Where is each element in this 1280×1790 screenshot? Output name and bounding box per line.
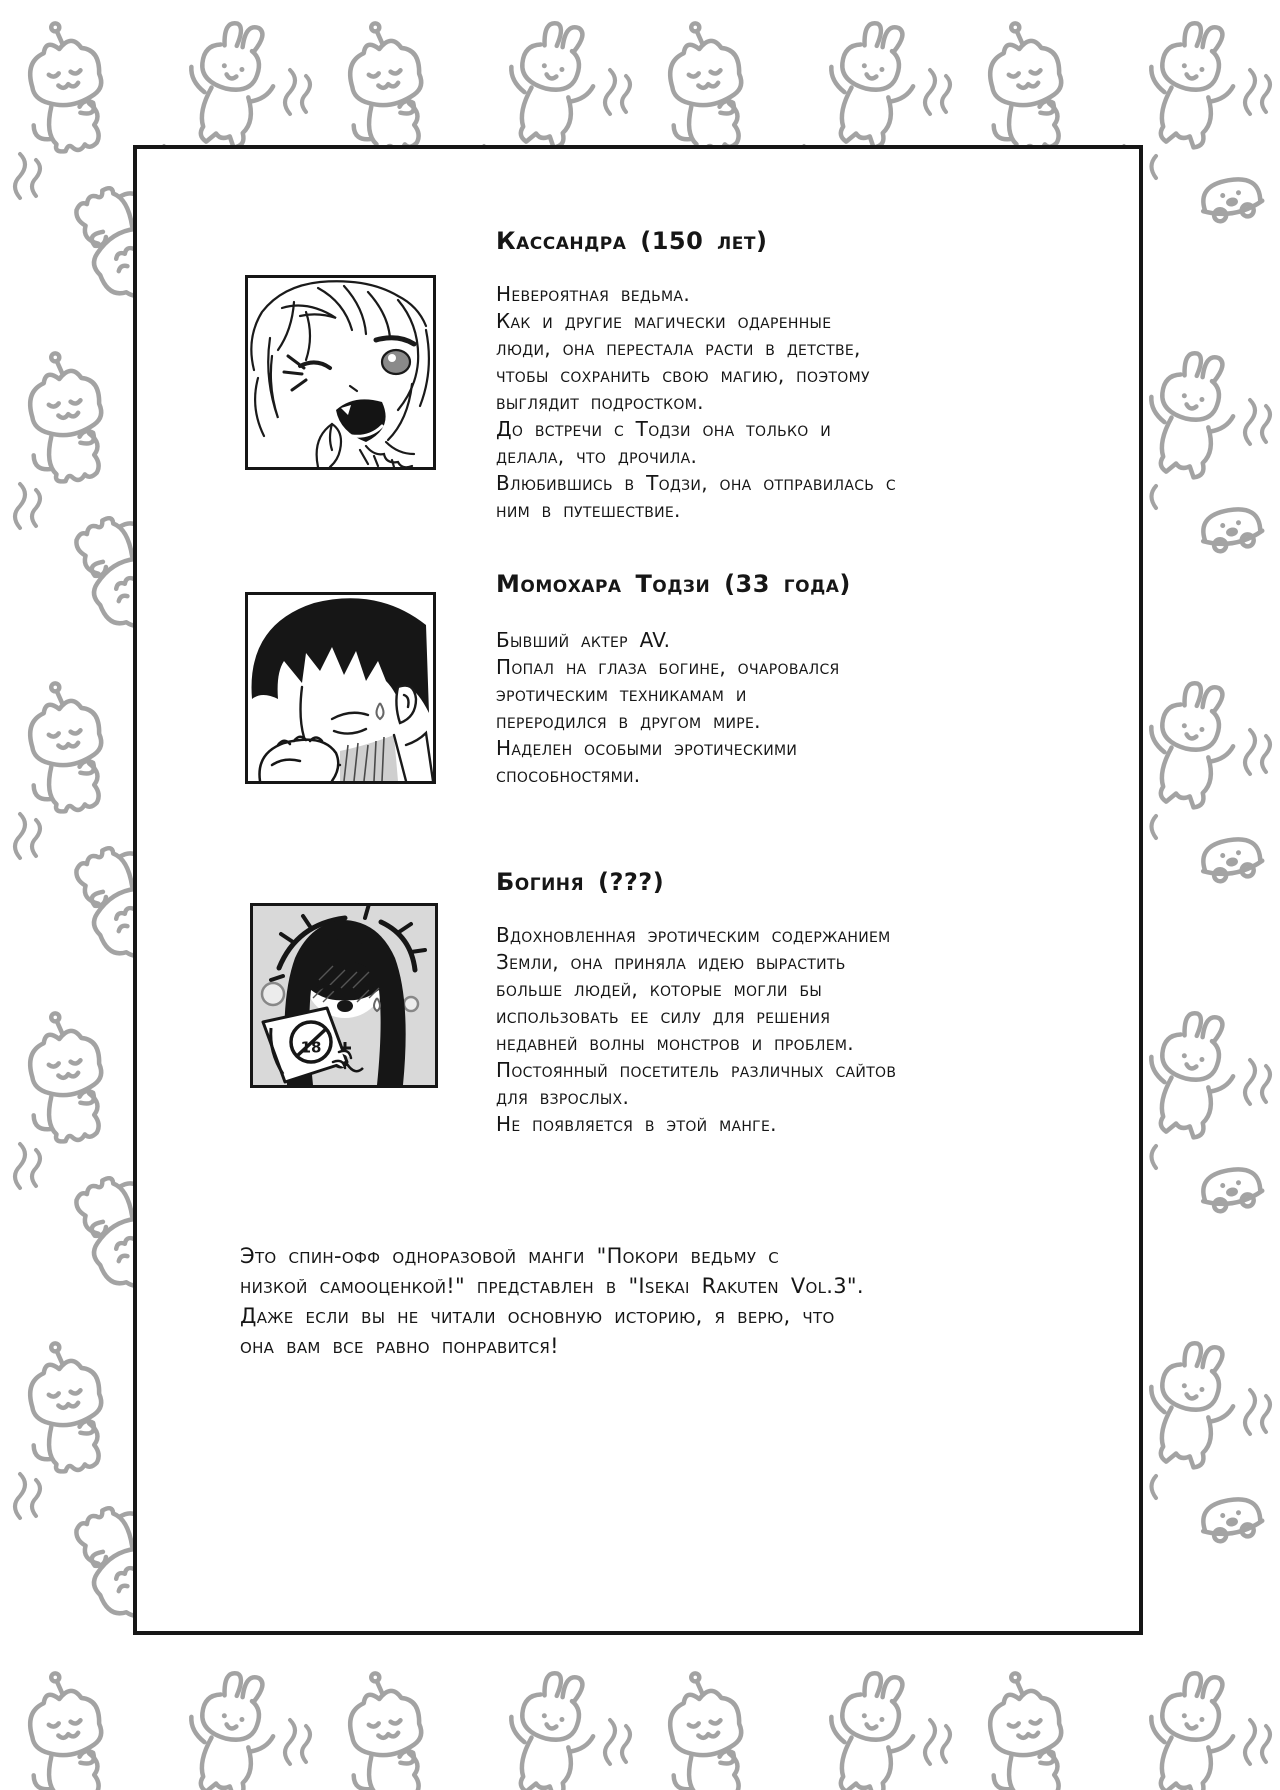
description-line: Наделен особыми эротическими (496, 736, 798, 760)
description-line: делала, что дрочила. (496, 444, 698, 468)
description-line: Не появляется в этой манге. (496, 1112, 777, 1136)
cassandra-portrait (245, 275, 436, 470)
toji-portrait (245, 592, 436, 784)
description-line: для взрослых. (496, 1085, 630, 1109)
goddess-portrait (250, 903, 438, 1088)
footer-line: низкой самооценкой!" представлен в "Isekai Rakuten Vol.3". (240, 1274, 864, 1298)
description-line: люди, она перестала расти в детстве, (496, 336, 861, 360)
character-description-goddess (496, 922, 896, 1138)
character-title-cassandra: Кассандра (150 лет) (496, 227, 768, 255)
footer-note (240, 1241, 864, 1361)
footer-line: она вам все равно понравится! (240, 1334, 559, 1358)
character-title-goddess: Богиня (???) (496, 868, 665, 896)
description-line: Бывший актер AV. (496, 628, 671, 652)
description-line: переродился в другом мире. (496, 709, 761, 733)
cassandra-portrait-drawing (248, 278, 433, 467)
description-line: Влюбившись в Тодзи, она отправилась с (496, 471, 896, 495)
description-line: способностями. (496, 763, 641, 787)
description-line: ним в путешествие. (496, 498, 681, 522)
goddess-portrait-drawing (253, 906, 435, 1085)
toji-portrait-drawing (248, 595, 433, 781)
description-line: Вдохновленная эротическим содержанием (496, 923, 891, 947)
character-description-toji (496, 627, 840, 789)
description-line: больше людей, которые могли бы (496, 977, 823, 1001)
character-description-cassandra (496, 281, 896, 524)
description-line: чтобы сохранить свою магию, поэтому (496, 363, 870, 387)
description-line: Земли, она приняла идею вырастить (496, 950, 846, 974)
description-line: Постоянный посетитель различных сайтов (496, 1058, 897, 1082)
description-line: эротическим техникамам и (496, 682, 747, 706)
footer-line: Даже если вы не читали основную историю, я верю, что (240, 1304, 835, 1328)
description-line: использовать ее силу для решения (496, 1004, 831, 1028)
description-line: недавней волны монстров и проблем. (496, 1031, 854, 1055)
character-title-toji: Момохара Тодзи (33 года) (496, 570, 851, 598)
description-line: Попал на глаза богине, очаровался (496, 655, 840, 679)
description-line: выглядит подростком. (496, 390, 704, 414)
description-line: Невероятная ведьма. (496, 282, 690, 306)
book-18-badge: 18 (300, 1038, 322, 1057)
footer-line: Это спин-офф одноразовой манги "Покори ведьму с (240, 1244, 780, 1268)
description-line: До встречи с Тодзи она только и (496, 417, 832, 441)
description-line: Как и другие магически одаренные (496, 309, 832, 333)
